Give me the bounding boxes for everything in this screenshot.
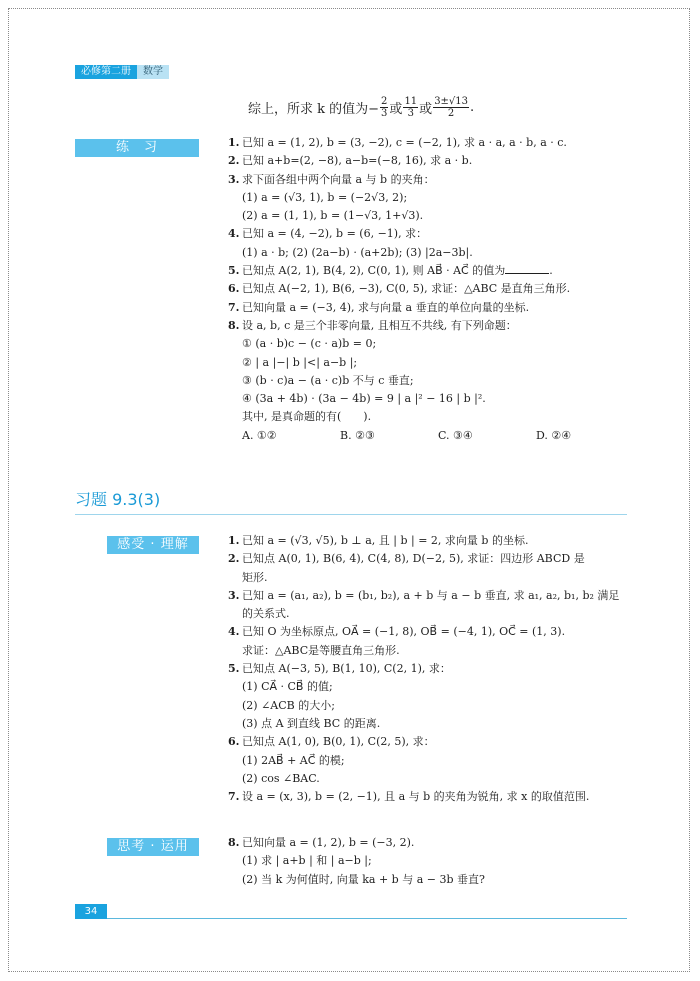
question-text: 的关系式. xyxy=(242,607,290,621)
question-line xyxy=(228,788,619,806)
question-text: 已知点 A(0, 1), B(6, 4), C(4, 8), D(−2, 5), 求证：四边形 ABCD 是 xyxy=(242,552,585,566)
question-text: 已知向量 a = (1, 2), b = (−3, 2). xyxy=(242,836,415,849)
choice-option: C. ③④ xyxy=(438,428,473,442)
question-text: 已知点 A(2, 1), B(4, 2), C(0, 1), 则 AB⃗ · AC⃗ 的值为 xyxy=(242,264,506,278)
question-line xyxy=(228,280,634,298)
question-text: (2) cos ∠BAC. xyxy=(242,771,320,785)
question-number: 2. xyxy=(228,154,240,168)
question-text: 已知向量 a = (−3, 4), 求与向量 a 垂直的单位向量的坐标. xyxy=(242,300,530,314)
frac-num: 11 xyxy=(404,96,418,107)
question-line xyxy=(228,715,619,733)
question-text: ② | a |−| b |<| a−b |; xyxy=(242,355,358,369)
page-number: 34 xyxy=(75,904,107,919)
question-text: (2) 当 k 为何值时, 向量 ka + b 与 a − 3b 垂直? xyxy=(242,872,485,886)
exercise-group-1 xyxy=(228,532,619,806)
question-line xyxy=(228,171,634,189)
question-line xyxy=(228,871,485,889)
question-text: 求证：△ABC是等腰直角三角形. xyxy=(242,643,400,657)
question-line xyxy=(228,317,634,335)
running-header xyxy=(75,65,169,79)
question-line xyxy=(228,189,634,207)
question-number: 6. xyxy=(228,282,240,296)
group-label-understand: 感受 · 理解 xyxy=(107,536,199,554)
question-number: 2. xyxy=(228,552,240,566)
exercise-title: 习题 9.3(3) xyxy=(75,490,161,509)
question-text: ④ (3a + 4b) · (3a − 4b) = 9 | a |² − 16 | b |². xyxy=(242,392,486,406)
question-text: (1) 2AB⃗ + AC⃗ 的模; xyxy=(242,753,345,767)
question-text: (1) 求 | a+b | 和 | a−b |; xyxy=(242,854,372,868)
question-line xyxy=(228,262,634,280)
question-line xyxy=(228,605,619,623)
question-number: 1. xyxy=(228,534,240,547)
question-number: 8. xyxy=(228,318,240,332)
frac-den: 3 xyxy=(381,108,388,119)
fraction-3 xyxy=(433,96,469,119)
practice-list xyxy=(228,134,634,445)
question-text: (1) CA⃗ · CB⃗ 的值; xyxy=(242,680,333,694)
question-text: 求下面各组中两个向量 a 与 b 的夹角： xyxy=(242,172,435,186)
question-line xyxy=(228,660,619,678)
question-line xyxy=(228,550,619,568)
question-text: 已知点 A(1, 0), B(0, 1), C(2, 5), 求： xyxy=(242,735,435,749)
frac-den: 2 xyxy=(447,108,455,119)
answer-blank xyxy=(505,262,549,274)
fraction-2 xyxy=(403,96,418,119)
summary-line xyxy=(248,96,474,119)
frac-num: 3±√13 xyxy=(434,96,469,107)
question-line xyxy=(228,678,619,696)
question-text: 其中, 是真命题的有( ). xyxy=(242,410,372,424)
exercise-group-2 xyxy=(228,834,485,889)
question-number: 3. xyxy=(228,172,240,186)
question-text: 已知 a = (a₁, a₂), b = (b₁, b₂), a + b 与 a − b 垂直, 求 a₁, a₂, b₁, b₂ 满足 xyxy=(242,588,620,602)
summary-suffix: . xyxy=(470,100,475,115)
question-line xyxy=(228,834,485,852)
question-text: 已知点 A(−3, 5), B(1, 10), C(2, 1), 求： xyxy=(242,662,451,676)
practice-label: 练 习 xyxy=(75,139,199,157)
question-line xyxy=(228,587,619,605)
question-line xyxy=(228,569,619,587)
question-text: 已知 a = (√3, √5), b ⊥ a, 且 | b | = 2, 求向量 b 的坐标. xyxy=(242,534,529,547)
question-line xyxy=(228,642,619,660)
question-text: 已知 a+b=(2, −8), a−b=(−8, 16), 求 a · b. xyxy=(242,154,473,168)
subject-label: 数学 xyxy=(137,65,169,79)
frac-num: 2 xyxy=(381,96,388,107)
choice-option: D. ②④ xyxy=(536,428,572,442)
book-label: 必修第二册 xyxy=(75,65,137,79)
question-number: 4. xyxy=(228,625,240,639)
or-text: 或 xyxy=(389,102,403,117)
question-number: 5. xyxy=(228,662,240,676)
question-line xyxy=(228,152,634,170)
choice-option: B. ②③ xyxy=(340,428,375,442)
question-line xyxy=(228,244,634,262)
question-text: (3) 点 A 到直线 BC 的距离. xyxy=(242,716,381,730)
question-line xyxy=(228,532,619,550)
question-line xyxy=(228,354,634,372)
fraction-1 xyxy=(380,96,388,119)
question-text: (1) a · b; (2) (2a−b) · (a+2b); (3) |2a−3b|. xyxy=(242,245,473,259)
question-line xyxy=(228,335,634,353)
question-text: 已知点 A(−2, 1), B(6, −3), C(0, 5), 求证：△ABC 是直角三角形. xyxy=(242,282,571,296)
question-text: (2) a = (1, 1), b = (1−√3, 1+√3). xyxy=(242,209,424,223)
question-number: 4. xyxy=(228,227,240,241)
question-text: 矩形. xyxy=(242,570,268,584)
question-text: 已知 O 为坐标原点, OA⃗ = (−1, 8), OB⃗ = (−4, 1), OC⃗ = (1, 3). xyxy=(242,625,566,639)
question-number: 6. xyxy=(228,735,240,749)
question-number: 5. xyxy=(228,264,240,278)
frac-den: 3 xyxy=(407,108,414,119)
choice-option: A. ①② xyxy=(242,428,277,442)
question-number: 3. xyxy=(228,588,240,602)
question-line xyxy=(228,207,634,225)
question-text: 设 a, b, c 是三个非零向量, 且相互不共线, 有下列命题： xyxy=(242,318,517,332)
question-text: 已知 a = (1, 2), b = (3, −2), c = (−2, 1), 求 a · a, a · b, a · c. xyxy=(242,136,567,149)
question-text: ③ (b · c)a − (a · c)b 不与 c 垂直; xyxy=(242,373,414,387)
question-number: 7. xyxy=(228,300,240,314)
question-text: ① (a · b)c − (c · a)b = 0; xyxy=(242,337,377,351)
question-line xyxy=(228,733,619,751)
question-text: 设 a = (x, 3), b = (2, −1), 且 a 与 b 的夹角为锐角, 求 x 的取值范围. xyxy=(242,790,590,804)
question-line xyxy=(228,408,634,426)
question-text: (2) ∠ACB 的大小; xyxy=(242,698,335,712)
question-line xyxy=(228,770,619,788)
question-number: 8. xyxy=(228,836,240,849)
question-text: 已知 a = (4, −2), b = (6, −1), 求： xyxy=(242,227,428,241)
question-line xyxy=(228,299,634,317)
question-number: 1. xyxy=(228,136,240,149)
question-line xyxy=(228,752,619,770)
summary-prefix: 综上，所求 k 的值为− xyxy=(248,102,380,117)
answer-choices xyxy=(228,427,634,445)
question-line xyxy=(228,852,485,870)
question-line xyxy=(228,623,619,641)
exercise-divider xyxy=(75,514,627,515)
question-number: 7. xyxy=(228,790,240,804)
group-label-apply: 思考 · 运用 xyxy=(107,838,199,856)
question-line xyxy=(228,372,634,390)
question-line xyxy=(228,697,619,715)
question-line xyxy=(228,134,634,152)
footer-divider xyxy=(107,918,627,919)
question-line xyxy=(228,225,634,243)
question-text: (1) a = (√3, 1), b = (−2√3, 2); xyxy=(242,190,408,204)
question-text-end: . xyxy=(549,264,553,278)
question-line xyxy=(228,390,634,408)
or-text: 或 xyxy=(419,102,433,117)
